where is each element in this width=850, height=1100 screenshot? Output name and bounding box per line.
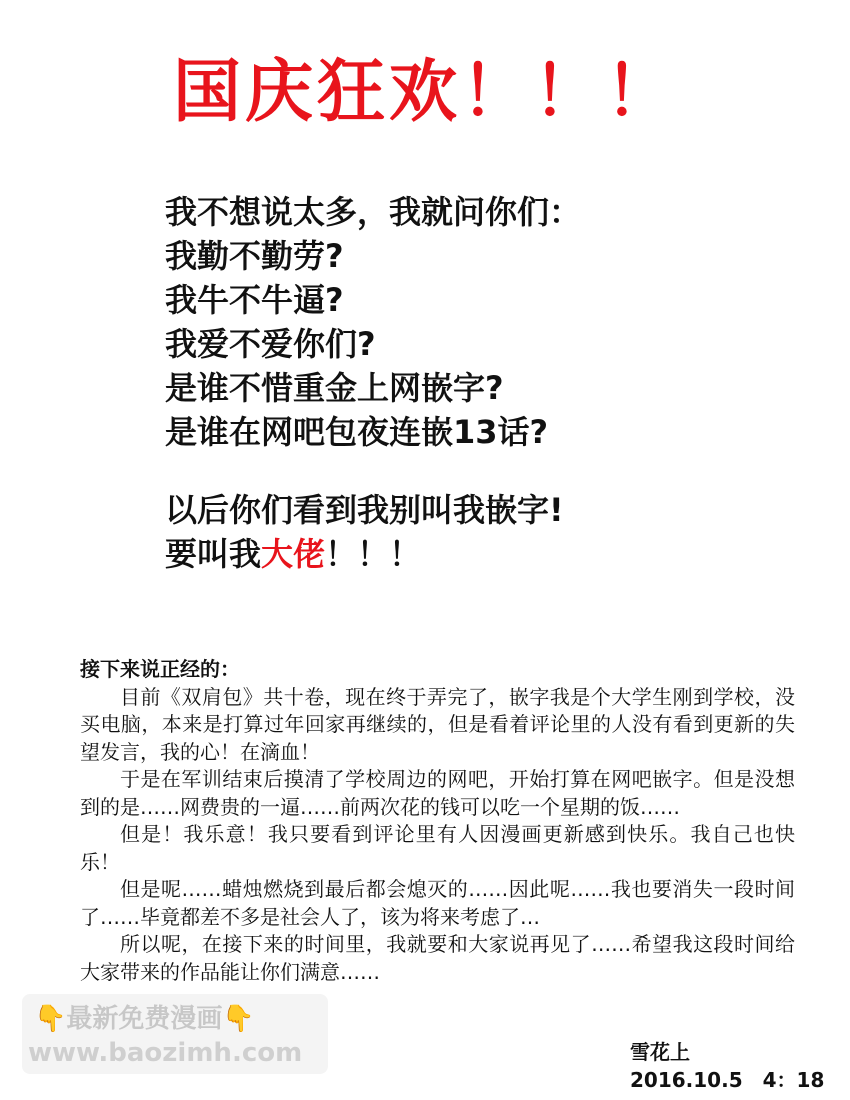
letter-paragraph-1: 目前《双肩包》共十卷，现在终于弄完了，嵌字我是个大学生刚到学校，没买电脑，本来是打算过年回家再继续的，但是看着评论里的人没有看到更新的失望发言，我的心！在滴血！	[80, 684, 795, 764]
letter-paragraph-2: 于是在军训结束后摸清了学校周边的网吧，开始打算在网吧嵌字。但是没想到的是……网费贵的一逼……前两次花的钱可以吃一个星期的饭……	[80, 767, 795, 819]
poem-block	[165, 190, 805, 576]
letter-heading: 接下来说正经的：	[80, 657, 240, 681]
poem-line-5: 是谁不惜重金上网嵌字?	[165, 369, 504, 407]
pointing-hand-icon: 👇	[34, 1004, 67, 1034]
pointing-hand-icon: 👇	[222, 1004, 255, 1034]
poem-closing: 以后你们看到我别叫我嵌字!	[165, 491, 564, 529]
page-title: 国庆狂欢！！！	[172, 53, 677, 132]
poem-last-line	[165, 532, 805, 576]
poem-line-4: 我爱不爱你们?	[165, 325, 376, 363]
poem-line-1: 我不想说太多，我就问你们：	[165, 193, 582, 231]
letter-paragraph-4: 但是呢……蜡烛燃烧到最后都会熄灭的……因此呢……我也要消失一段时间了……毕竟都差不多是社会人了，该为将来考虑了…	[80, 877, 795, 929]
poem-highlight: 大佬	[261, 535, 326, 573]
poem-gap	[165, 454, 805, 488]
watermark[interactable]	[22, 994, 328, 1074]
watermark-text: 最新免费漫画	[66, 1004, 223, 1034]
signature-datetime: 2016.10.5 4：18	[630, 1068, 825, 1092]
poem-line-3: 我牛不牛逼?	[165, 281, 344, 319]
poem-line-2: 我勤不勤劳?	[165, 237, 344, 275]
poem-line-6: 是谁在网吧包夜连嵌13话?	[165, 413, 549, 451]
watermark-url[interactable]: www.baozimh.com	[28, 1038, 303, 1068]
poem-last-prefix: 要叫我	[165, 535, 262, 573]
signature-name: 雪花上	[630, 1040, 690, 1064]
signature	[630, 1038, 824, 1094]
poem-last-suffix: ！！！	[325, 535, 422, 573]
letter-paragraph-3: 但是！我乐意！我只要看到评论里有人因漫画更新感到快乐。我自己也快乐！	[80, 822, 795, 874]
letter-block	[80, 656, 795, 986]
letter-paragraph-5: 所以呢，在接下来的时间里，我就要和大家说再见了……希望我这段时间给大家带来的作品能让你们满意……	[80, 932, 795, 984]
watermark-title	[34, 998, 255, 1035]
